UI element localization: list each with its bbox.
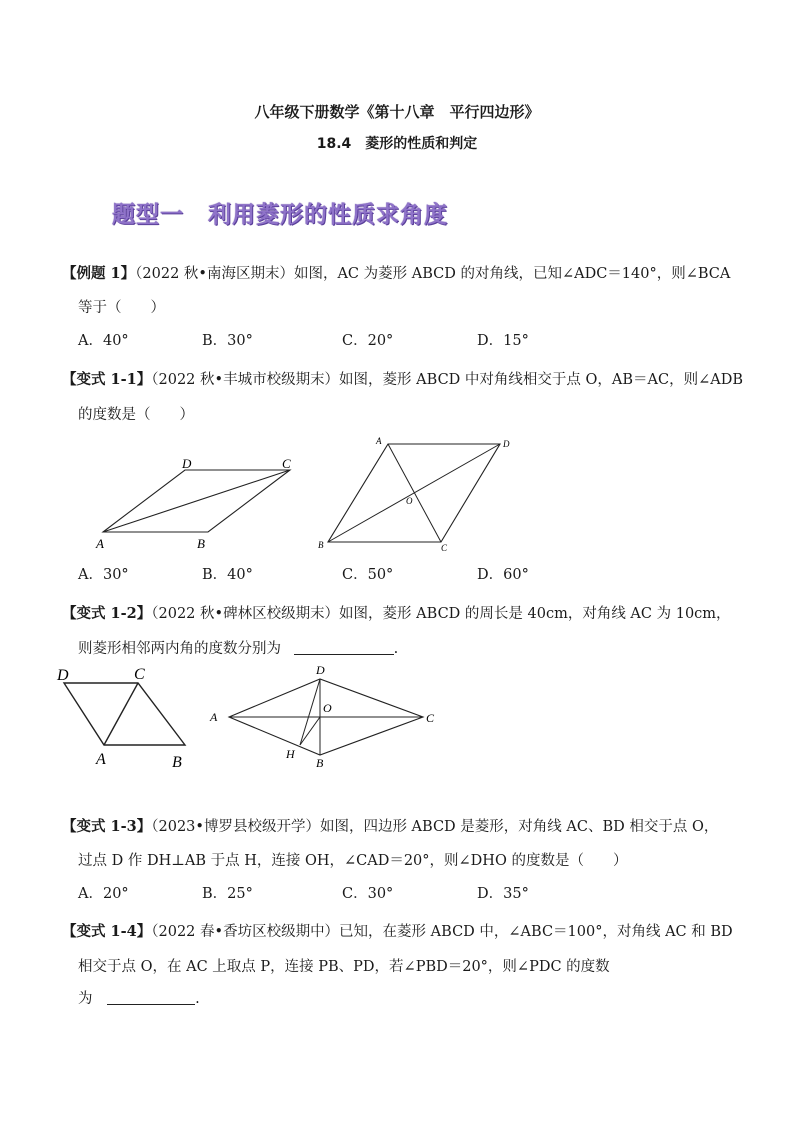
- answer-blank[interactable]: [294, 640, 394, 655]
- option-d: D．15°: [477, 333, 529, 349]
- q2-figure-1: [90, 455, 305, 555]
- label-h: H: [286, 747, 295, 761]
- label-a: A: [96, 536, 104, 551]
- option-d: D．60°: [477, 567, 529, 583]
- page-subtitle: 18.4 菱形的性质和判定: [316, 136, 478, 152]
- label-a: A: [376, 436, 382, 446]
- question-text: 为: [78, 991, 93, 1007]
- question-4-line2: 过点 D 作 DH⊥AB 于点 H，连接 OH，∠CAD＝20°，则∠DHO 的度数是（ ）: [78, 853, 628, 869]
- label-d: D: [503, 439, 510, 449]
- label-b: B: [197, 536, 205, 551]
- option-b: B．30°: [202, 333, 253, 349]
- question-tag: 【变式 1-4】: [62, 923, 152, 940]
- option-c: C．50°: [342, 567, 394, 583]
- label-d: D: [316, 663, 325, 677]
- period: .: [393, 641, 399, 657]
- label-b: B: [316, 756, 324, 770]
- question-5-line3: [78, 989, 200, 1009]
- question-text: （2023•博罗县校级开学）如图，四边形 ABCD 是菱形，对角线 AC、BD 相交于点 O，: [151, 819, 719, 835]
- question-5-line2: 相交于点 O，在 AC 上取点 P，连接 PB、PD，若∠PBD＝20°，则∠PDC 的度数: [78, 959, 610, 975]
- option-a: A．30°: [78, 567, 129, 583]
- question-tag: 【变式 1-1】: [62, 371, 152, 388]
- diagonal-bd: [328, 444, 500, 542]
- label-c: C: [441, 543, 448, 553]
- answer-blank[interactable]: [107, 990, 195, 1005]
- question-tag: 【例题 1】: [62, 265, 136, 282]
- label-b: B: [172, 754, 182, 771]
- label-a: A: [96, 751, 106, 768]
- question-3: [62, 604, 731, 624]
- segment-oh: [300, 717, 320, 745]
- q2-figure-2: [312, 434, 522, 556]
- question-3-line2: [78, 639, 398, 659]
- question-text: 则菱形相邻两内角的度数分别为: [78, 641, 281, 657]
- rhombus-outline: [64, 683, 185, 745]
- label-c: C: [282, 456, 291, 471]
- question-text: （2022 秋•丰城市校级期末）如图，菱形 ABCD 中对角线相交于点 O，AB＝AC，则∠ADB: [151, 372, 743, 388]
- option-b: B．25°: [202, 886, 253, 902]
- question-text: （2022 秋•碑林区校级期末）如图，菱形 ABCD 的周长是 40cm，对角线 AC 为 10cm，: [151, 606, 731, 622]
- label-d: D: [57, 667, 69, 684]
- label-a: A: [210, 710, 218, 724]
- period: .: [195, 991, 200, 1007]
- label-d: D: [182, 456, 192, 471]
- label-o: O: [323, 701, 332, 715]
- label-o: O: [406, 496, 413, 506]
- segment-dh: [300, 679, 320, 745]
- q3-figure-1: [52, 662, 202, 774]
- question-4: [62, 817, 718, 837]
- section-title: 题型一 利用菱形的性质求角度: [112, 202, 448, 228]
- q3-figure-2: [205, 660, 445, 774]
- question-tag: 【变式 1-3】: [62, 818, 152, 835]
- label-c: C: [426, 711, 435, 725]
- option-c: C．20°: [342, 333, 394, 349]
- question-1: [62, 264, 730, 284]
- question-2: [62, 370, 743, 390]
- option-a: A．40°: [78, 333, 129, 349]
- option-c: C．30°: [342, 886, 394, 902]
- label-c: C: [134, 666, 145, 683]
- question-5: [62, 922, 733, 942]
- diagonal-ac: [104, 683, 138, 745]
- option-a: A．20°: [78, 886, 129, 902]
- label-b: B: [318, 540, 324, 550]
- question-2-line2: 的度数是（ ）: [78, 407, 194, 423]
- question-1-line2: 等于（ ）: [78, 300, 165, 316]
- question-text: （2022 秋•南海区期末）如图，AC 为菱形 ABCD 的对角线，已知∠ADC＝140°，则∠BCA: [135, 266, 731, 282]
- option-b: B．40°: [202, 567, 253, 583]
- page-title: 八年级下册数学《第十八章 平行四边形》: [254, 103, 540, 121]
- diagonal-ac: [103, 470, 290, 532]
- option-d: D．35°: [477, 886, 529, 902]
- question-text: （2022 春•香坊区校级期中）已知，在菱形 ABCD 中，∠ABC＝100°，对角线 AC 和 BD: [151, 924, 733, 940]
- question-tag: 【变式 1-2】: [62, 605, 152, 622]
